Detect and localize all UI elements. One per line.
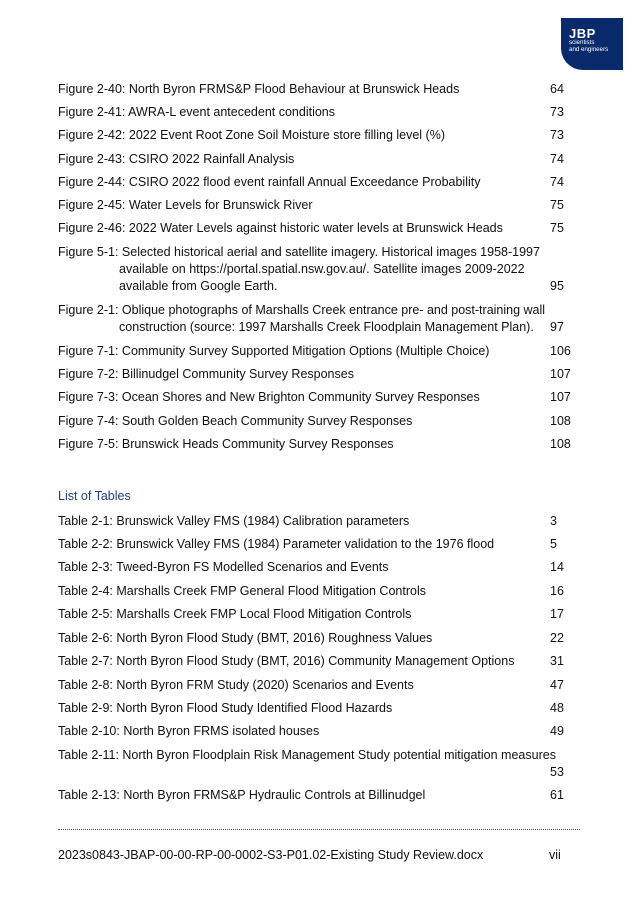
figure-entry[interactable] (58, 197, 573, 214)
figure-entry[interactable] (58, 81, 573, 98)
figure-entry[interactable] (58, 220, 573, 237)
figure-entry-page: 107 (550, 390, 571, 404)
table-entry-label: Table 2-1: Brunswick Valley FMS (1984) Calibration parameters (58, 514, 410, 528)
figure-entry-page: 97 (550, 320, 564, 334)
figure-entry-label: Figure 7-4: South Golden Beach Community Survey Responses (58, 414, 413, 428)
logo-tagline-line-1: scientists (569, 39, 595, 46)
table-entry-label: Table 2-3: Tweed-Byron FS Modelled Scenarios and Events (58, 560, 389, 574)
table-entry-page: 3 (550, 514, 557, 528)
figure-entry[interactable] (58, 436, 573, 453)
figure-entry[interactable] (58, 104, 573, 121)
table-entry-label: Table 2-11: North Byron Floodplain Risk Management Study potential mitigation measures (58, 748, 556, 762)
table-entry[interactable] (58, 513, 573, 530)
table-entry[interactable] (58, 536, 573, 553)
figure-entry-page: 108 (550, 414, 571, 428)
table-entry-page: 22 (550, 631, 564, 645)
table-entry-label: Table 2-10: North Byron FRMS isolated houses (58, 724, 320, 738)
table-entry-page: 31 (550, 654, 564, 668)
figure-entry-page: 64 (550, 82, 564, 96)
company-logo (561, 18, 623, 70)
figure-entry-page: 106 (550, 344, 571, 358)
figure-entry[interactable] (58, 151, 573, 168)
figure-entry-page: 75 (550, 221, 564, 235)
figure-entry-label: Figure 7-1: Community Survey Supported Mitigation Options (Multiple Choice) (58, 344, 490, 358)
figure-entry-label: Figure 2-42: 2022 Event Root Zone Soil Moisture store filling level (%) (58, 128, 445, 142)
table-entry-page: 17 (550, 607, 564, 621)
figure-entry-page: 107 (550, 367, 571, 381)
figure-entry-page: 74 (550, 175, 564, 189)
figure-entry-page: 75 (550, 198, 564, 212)
table-entry-page: 47 (550, 678, 564, 692)
table-entry-page: 14 (550, 560, 564, 574)
table-entry-page: 61 (550, 788, 564, 802)
table-entry[interactable] (58, 606, 573, 623)
list-of-tables-heading: List of Tables (58, 489, 131, 503)
table-entry[interactable] (58, 583, 573, 600)
table-entry-page: 53 (550, 765, 564, 779)
footer-divider (58, 829, 580, 830)
figure-entry[interactable] (58, 413, 573, 430)
logo-tagline-line-2: and engineers (569, 45, 609, 53)
figure-entry-label: Figure 2-40: North Byron FRMS&P Flood Behaviour at Brunswick Heads (58, 82, 460, 96)
figure-entry-label: Figure 2-46: 2022 Water Levels against historic water levels at Brunswick Heads (58, 221, 503, 235)
figure-entry[interactable] (58, 366, 573, 383)
figure-entry-page: 73 (550, 105, 564, 119)
table-entry[interactable] (58, 653, 573, 670)
figure-entry-page: 74 (550, 152, 564, 166)
table-entry[interactable] (58, 747, 573, 781)
figure-entry[interactable] (58, 389, 573, 406)
figure-entry-label: Figure 5-1: Selected historical aerial and satellite imagery. Historical images 1958-1997 available on https://portal.spatial.nsw.gov.au/. Satellite images 2009-2022 available from Google Earth. (58, 245, 540, 293)
logo-brand: JBP (569, 26, 596, 41)
figure-entry[interactable] (58, 343, 573, 360)
figure-entry-page: 95 (550, 279, 564, 293)
figure-entry[interactable] (58, 127, 573, 144)
figure-entry-label: Figure 7-3: Ocean Shores and New Brighton Community Survey Responses (58, 390, 480, 404)
figure-entry-label: Figure 2-45: Water Levels for Brunswick River (58, 198, 313, 212)
table-entry-page: 49 (550, 724, 564, 738)
figure-entry-label: Figure 2-1: Oblique photographs of Marshalls Creek entrance pre- and post-training wall construction (source: 1997 Marshalls Creek Floodplain Management Plan). (58, 303, 546, 334)
table-entry-label: Table 2-9: North Byron Flood Study Identified Flood Hazards (58, 701, 393, 715)
table-entry-label: Table 2-5: Marshalls Creek FMP Local Flood Mitigation Controls (58, 607, 412, 621)
footer-document-id: 2023s0843-JBAP-00-00-RP-00-0002-S3-P01.02-Existing Study Review.docx (58, 848, 484, 862)
figure-entry-page: 73 (550, 128, 564, 142)
table-entry-page: 48 (550, 701, 564, 715)
table-entry-label: Table 2-6: North Byron Flood Study (BMT, 2016) Roughness Values (58, 631, 433, 645)
table-entry[interactable] (58, 787, 573, 804)
figure-entry[interactable] (58, 302, 573, 336)
table-entry[interactable] (58, 677, 573, 694)
table-entry[interactable] (58, 700, 573, 717)
table-entry[interactable] (58, 559, 573, 576)
table-entry[interactable] (58, 630, 573, 647)
figure-entry-label: Figure 7-5: Brunswick Heads Community Survey Responses (58, 437, 394, 451)
footer-page-number: vii (549, 848, 561, 862)
figure-entry[interactable] (58, 174, 573, 191)
figure-entry-label: Figure 2-41: AWRA-L event antecedent conditions (58, 105, 336, 119)
table-entry-page: 16 (550, 584, 564, 598)
table-entry-label: Table 2-8: North Byron FRM Study (2020) Scenarios and Events (58, 678, 414, 692)
figure-entry[interactable] (58, 244, 573, 295)
figure-entry-page: 108 (550, 437, 571, 451)
table-entry-label: Table 2-13: North Byron FRMS&P Hydraulic Controls at Billinudgel (58, 788, 426, 802)
figure-entry-label: Figure 2-44: CSIRO 2022 flood event rainfall Annual Exceedance Probability (58, 175, 481, 189)
figure-entry-label: Figure 2-43: CSIRO 2022 Rainfall Analysis (58, 152, 295, 166)
table-entry-label: Table 2-2: Brunswick Valley FMS (1984) Parameter validation to the 1976 flood (58, 537, 495, 551)
table-entry-label: Table 2-7: North Byron Flood Study (BMT, 2016) Community Management Options (58, 654, 515, 668)
table-entry-label: Table 2-4: Marshalls Creek FMP General Flood Mitigation Controls (58, 584, 426, 598)
figure-entry-label: Figure 7-2: Billinudgel Community Survey Responses (58, 367, 354, 381)
table-entry[interactable] (58, 723, 573, 740)
table-entry-page: 5 (550, 537, 557, 551)
